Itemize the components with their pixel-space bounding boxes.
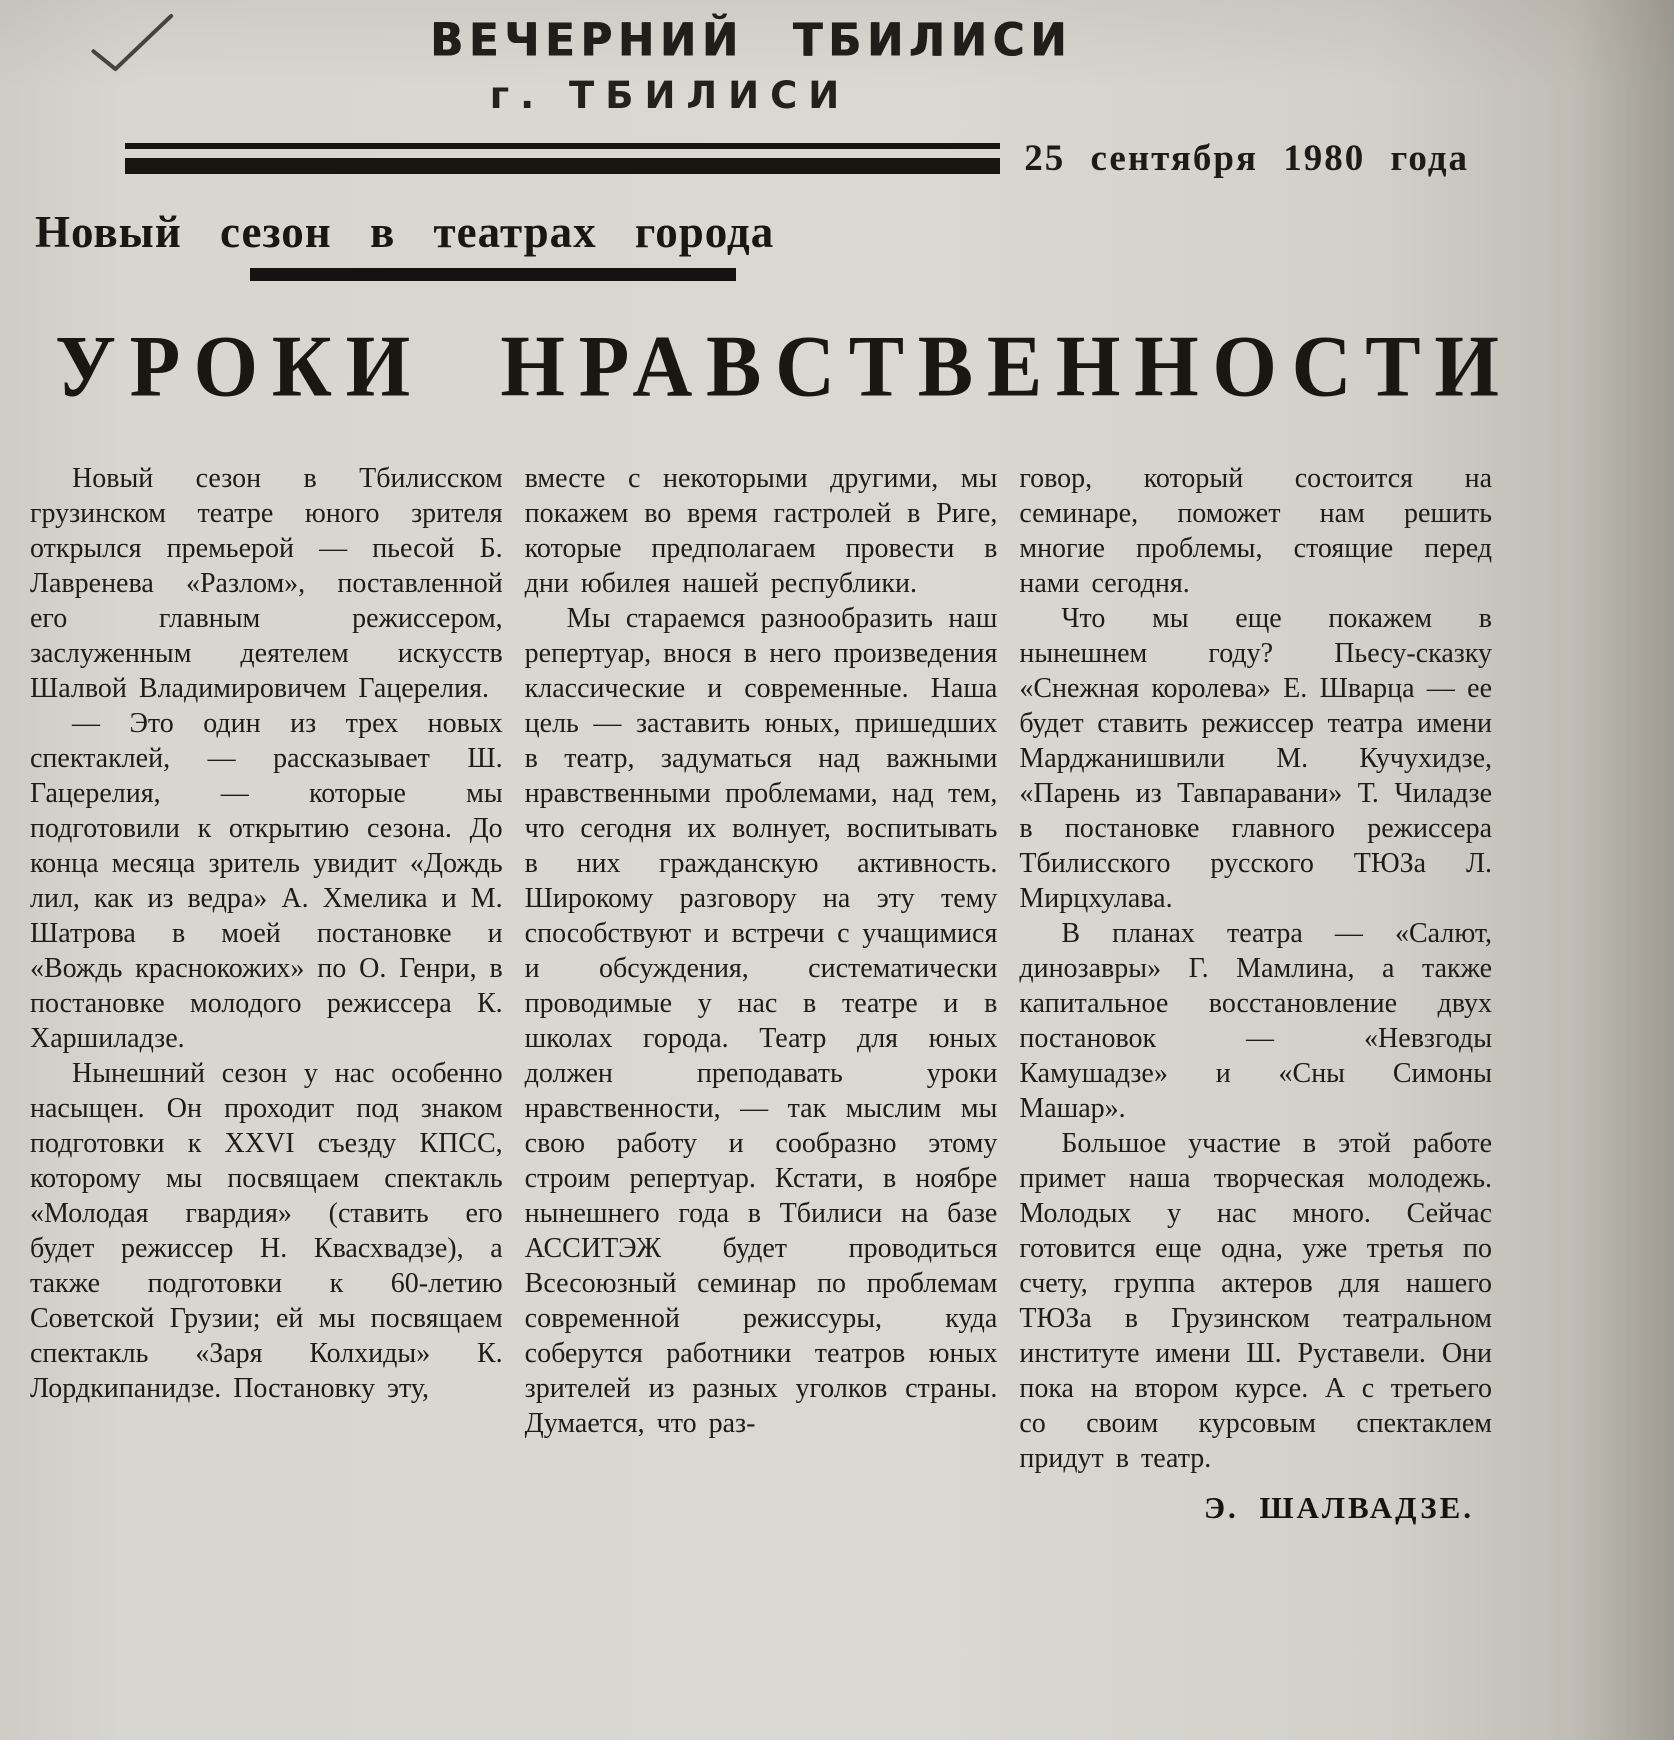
checkmark-icon	[86, 14, 182, 76]
paragraph: говор, который состоится на семинаре, поможет нам решить многие проблемы, стоящие перед нами сегодня.	[1019, 463, 1493, 599]
article-column-2	[525, 461, 998, 1526]
paragraph: Нынешний сезон у нас особенно насыщен. Он проходит под знаком подготовки к XXVI съезду КПСС, которому мы посвящаем спектакль «Молодая гвардия» (ставить его будет режиссер Н. Квасхвадзе), а также подготовки к 60-летию Советской Грузии; ей мы посвящаем спектакль «Заря Колхиды» К. Лордкипанидзе. Постановку эту,	[30, 1058, 503, 1404]
rule-line-thin	[125, 143, 1000, 149]
issue-date: 25 сентября 1980 года	[1024, 138, 1469, 179]
paragraph: — Это один из трех новых спектаклей, — рассказывает Ш. Гацерелия, — которые мы подготовили к открытию сезона. До конца месяца зритель увидит «Дождь лил, как из ведра» А. Хмелика и М. Шатрова в моей постановке и «Вождь краснокожих» по О. Генри, в постановке молодого режиссера К. Харшиладзе.	[30, 708, 503, 1054]
newspaper-title: ВЕЧЕРНИЙ ТБИЛИСИ	[430, 14, 1073, 68]
header-rule	[125, 143, 1000, 174]
paragraph: Новый сезон в Тбилисском грузинском театре юного зрителя открылся премьерой — пьесой Б. Лавренева «Разлом», поставленной его главным режиссером, заслуженным деятелем искусств Шалвой Владимировичем Гацерелия.	[30, 463, 503, 704]
article-column-1	[30, 461, 503, 1526]
article-kicker: Новый сезон в театрах города	[35, 207, 775, 257]
rule-line-thick	[125, 158, 1000, 174]
article-body	[30, 461, 1492, 1526]
article-column-3	[1019, 461, 1492, 1526]
masthead	[430, 0, 1073, 117]
paragraph: вместе с некоторыми другими, мы покажем во время гастролей в Риге, которые предполагаем провести в дни юбилея нашей республики.	[524, 463, 998, 599]
paragraph: Большое участие в этой работе примет наша творческая молодежь. Молодых у нас много. Сейчас готовится еще одна, уже третья по счету, группа актеров для нашего ТЮЗа в Грузинском театральном институте имени Ш. Руставели. Они пока на втором курсе. А с третьего со своим курсовым спектаклем придут в театр.	[1019, 1128, 1493, 1474]
paragraph: Мы стараемся разнообразить наш репертуар, внося в него произведения классические и современные. Наша цель — заставить юных, пришедших в театр, задуматься над важными нравственными проблемами, над тем, что сегодня их волнует, воспитывать в них гражданскую активность. Широкому разговору на эту тему способствуют и встречи с учащимися и обсуждения, систематически проводимые у нас в театре и в школах города. Театр для юных должен преподавать уроки нравственности, — так мыслим мы свою работу и сообразно этому строим репертуар. Кстати, в ноябре нынешнего года в Тбилиси на базе АССИТЭЖ будет проводиться Всесоюзный семинар по проблемам современной режиссуры, куда соберутся работники театров юных зрителей из разных уголков страны. Думается, что раз-	[524, 603, 998, 1439]
kicker-underline-bar	[250, 268, 736, 281]
paragraph: Что мы еще покажем в нынешнем году? Пьесу-сказку «Снежная королева» Е. Шварца — ее будет ставить режиссер театра имени Марджанишвили М. Кучухидзе, «Парень из Тавпаравани» Т. Чиладзе в постановке главного режиссера Тбилисского русского ТЮЗа Л. Мирцхулава.	[1019, 603, 1493, 914]
author-signature: Э. ШАЛВАДЗЕ.	[1203, 1490, 1475, 1525]
header-rule-row	[125, 137, 1469, 180]
newspaper-city: г. ТБИЛИСИ	[489, 74, 851, 117]
paragraph: В планах театра — «Салют, динозавры» Г. Мамлина, а также капитальное восстановление двух постановок — «Невзгоды Камушадзе» и «Сны Симоны Машар».	[1019, 918, 1493, 1124]
article-headline: УРОКИ НРАВСТВЕННОСТИ	[55, 317, 1513, 415]
